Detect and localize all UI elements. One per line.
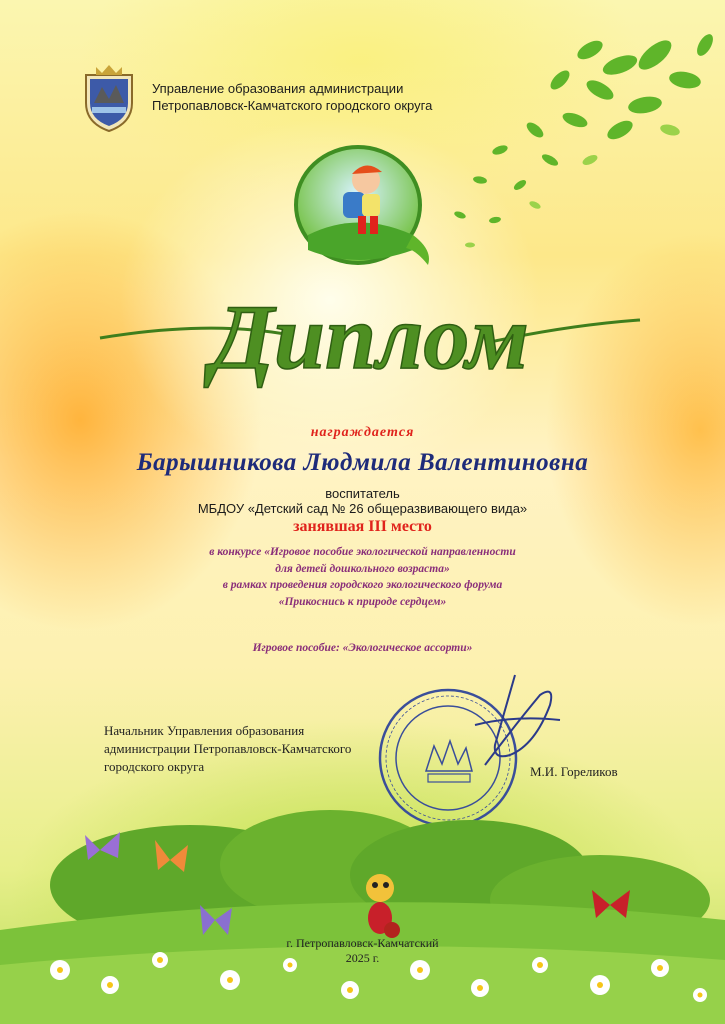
title-text: Диплом [211, 286, 529, 388]
place-and-date [0, 936, 725, 966]
contest-line-3: в рамках проведения городского экологического форума [222, 579, 503, 591]
place-awarded: занявшая III место [293, 518, 432, 535]
contest-description [0, 544, 725, 610]
org-line-1: Управление образования администрации [152, 81, 404, 96]
recipient-organization: МБДОУ «Детский сад № 26 общеразвивающего вида» [197, 501, 528, 516]
signatory-name: М.И. Гореликов [530, 764, 618, 779]
signatory-title-line-1: Начальник Управления образования [104, 723, 305, 738]
leaves-decoration [440, 30, 725, 260]
signatory-title-line-3: городского округа [104, 759, 205, 774]
city-coat-of-arms-icon [78, 63, 140, 135]
meadow-decoration [0, 790, 725, 1024]
manual-title: Игровое пособие: «Экологическое ассорти» [252, 642, 473, 654]
city: г. Петропавловск-Камчатский [286, 936, 439, 950]
diploma-title [90, 280, 650, 400]
recipient-role: воспитатель [325, 486, 400, 501]
signature [455, 665, 565, 780]
contest-line-4: «Прикоснись к природе сердцем» [278, 595, 447, 608]
signatory-title-line-2: администрации Петропавловск-Камчатского [104, 741, 352, 756]
child-hiker-emblem [288, 140, 436, 270]
contest-line-2: для детей дошкольного возраста» [275, 562, 450, 575]
org-line-2: Петропавловск-Камчатского городского округа [152, 98, 433, 113]
year: 2025 г. [345, 951, 380, 965]
contest-line-1: в конкурсе «Игровое пособие экологической направленности [209, 546, 516, 558]
awarded-label: награждается [310, 425, 415, 440]
recipient-name: Барышникова Людмила Валентиновна [136, 449, 589, 476]
issuing-organization [152, 80, 432, 114]
signatory-title [104, 722, 351, 776]
